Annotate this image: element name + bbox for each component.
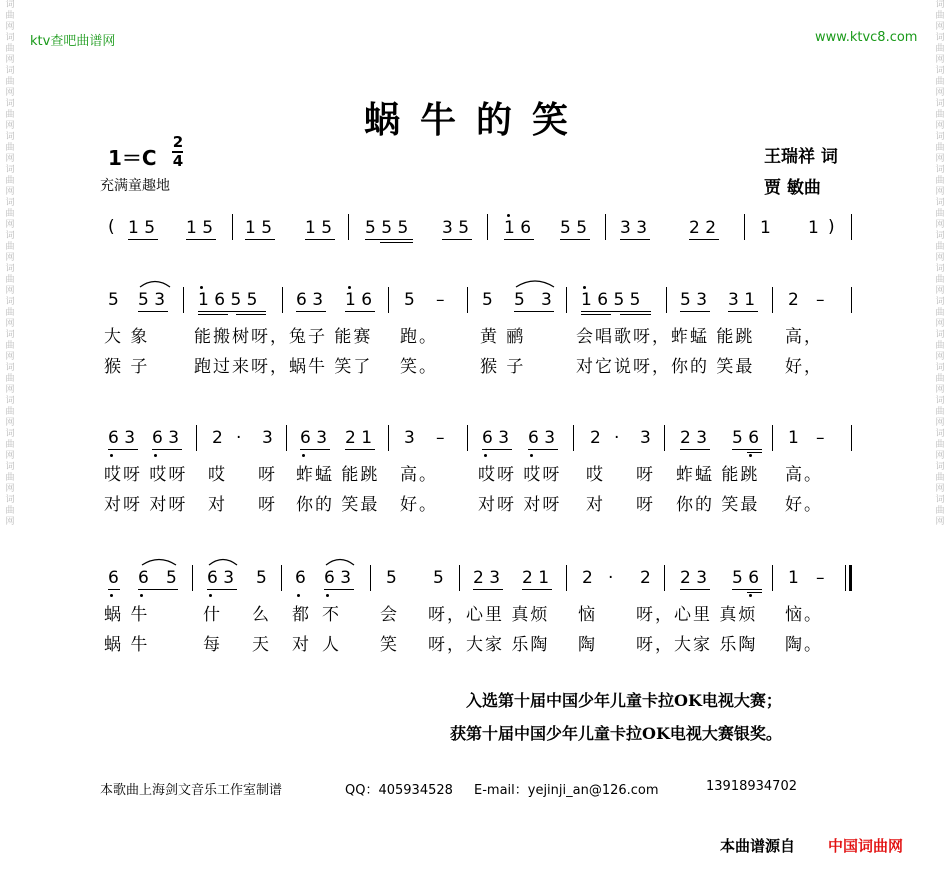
slur [514,278,556,288]
lyric: 么 [252,605,271,625]
barline [388,287,389,313]
note: 5 [433,568,444,588]
eighth-underline [528,449,558,450]
source-label: 本曲谱源自 [720,837,796,855]
eighth-underline [324,589,354,590]
eighth-underline [473,589,503,590]
note: 3 [640,428,651,448]
lyric: 哎呀 哎呀 [104,465,188,485]
lyric: 对呀 对呀 [478,495,562,515]
lyric: 哎呀 哎呀 [478,465,562,485]
high-octave-dot [200,286,203,289]
barline [348,214,349,240]
lyric: 高， [785,327,823,347]
lyric: 对呀 对呀 [104,495,188,515]
sixteenth-underline [747,592,762,593]
slur [207,556,239,566]
note: 5 6 [732,428,760,448]
barline [744,214,745,240]
note: 6 3 [207,568,235,588]
eighth-underline [345,311,375,312]
low-octave-dot [749,454,752,457]
lyric: 呀 [258,465,277,485]
phone-contact: 13918934702 [706,779,797,794]
eighth-underline [680,449,710,450]
lyric: 黄 鹂 [480,327,526,347]
note: 2 [590,428,601,448]
high-octave-dot [583,286,586,289]
note: – [816,428,825,448]
intro-note: 1 5 [128,218,156,238]
final-barline-thick [849,565,852,591]
composer: 贾 敏曲 [764,178,821,198]
barline [183,287,184,313]
eighth-underline [245,239,275,240]
eighth-underline [581,311,651,312]
note: – [436,290,445,310]
barline [566,565,567,591]
award-line-2: 获第十届中国少年儿童卡拉OK电视大赛银奖。 [450,724,782,743]
eighth-underline [482,449,512,450]
note: 2 3 [680,428,708,448]
lyric: 会 [380,605,399,625]
lyric: 大 象 [104,327,150,347]
lyric: 好。 [785,495,823,515]
lyric: 你的 笑最 [296,495,380,515]
lyric: 高。 [785,465,823,485]
lyric: 恼 [578,605,597,625]
eighth-underline [138,311,168,312]
note: · [614,428,620,448]
lyric: 呀 [258,495,277,515]
lyric: 陶 [578,635,597,655]
note: 6 3 [152,428,180,448]
intro-note: 3 5 [442,218,470,238]
barline [286,425,287,451]
note: 6 3 [324,568,352,588]
intro-note: 5 5 [560,218,588,238]
note: – [816,290,825,310]
lyric: 呀，心里 真烦 [428,605,550,625]
lyric: 蜗 牛 [104,605,150,625]
low-octave-dot [530,454,533,457]
site-name-left[interactable]: ktv查吧曲谱网 [30,34,116,49]
note: 2 3 [680,568,708,588]
note: 6 [295,568,306,588]
lyric: 什 [203,605,222,625]
eighth-underline [296,311,326,312]
high-octave-dot [348,286,351,289]
note: – [436,428,445,448]
lyric: 你的 笑最 [676,495,760,515]
barline [851,287,852,313]
note: 5 [514,290,525,310]
barline [772,425,773,451]
watermark-right: 词曲网词曲网词曲网词曲网词曲网词曲网词曲网词曲网词曲网词曲网词曲网词曲网词曲网词曲网词曲网词曲网 [935,0,945,527]
eighth-underline [514,311,554,312]
lyric: 好。 [400,495,438,515]
barline [196,425,197,451]
lyric: 高。 [400,465,438,485]
lyric: 呀，大家 乐陶 [636,635,758,655]
eighth-underline [108,589,120,590]
low-octave-dot [140,594,143,597]
lyric: 笑。 [400,357,438,377]
barline [281,565,282,591]
key-signature: 1＝C [108,146,157,170]
site-url-right[interactable]: www.ktvc8.com [815,30,918,45]
lyric: 蚱蜢 能跳 [296,465,380,485]
barline [605,214,606,240]
watermark-left: 词曲网词曲网词曲网词曲网词曲网词曲网词曲网词曲网词曲网词曲网词曲网词曲网词曲网词曲网词曲网词曲网 [5,0,15,527]
eighth-underline [207,589,237,590]
note: · [608,568,614,588]
sixteenth-underline [747,452,762,453]
eighth-underline [198,311,266,312]
eighth-underline [680,311,710,312]
note: 6 3 [108,428,136,448]
eighth-underline [128,239,158,240]
eighth-underline [522,589,552,590]
lyric: 人 [322,635,341,655]
note: 2 [640,568,651,588]
barline [282,287,283,313]
note: 3 [404,428,415,448]
barline [487,214,488,240]
note: 5 3 [680,290,708,310]
note: 6 3 [296,290,324,310]
slur [324,556,356,566]
barline [192,565,193,591]
lyric: 能搬树呀，兔子 能赛 [194,327,373,347]
lyricist: 王瑞祥 词 [764,147,838,167]
low-octave-dot [209,594,212,597]
slur [138,278,172,288]
lyric: 呀 [636,465,655,485]
eighth-underline [620,239,650,240]
note: 6 3 [300,428,328,448]
note: 6 3 [482,428,510,448]
lyric: 呀 [636,495,655,515]
barline [467,287,468,313]
time-signature-bottom: 4 [172,152,184,170]
studio-credit: 本歌曲上海剑文音乐工作室制谱 [100,783,283,798]
note: · [236,428,242,448]
eighth-underline [305,239,335,240]
note: 1 6 [345,290,373,310]
eighth-underline [138,589,178,590]
lyric: 不 [322,605,341,625]
intro-note: 5 5 5 [365,218,409,238]
sixteenth-underline [198,314,228,315]
note: 2 1 [522,568,550,588]
note: 5 [108,290,119,310]
barline [566,287,567,313]
barline [851,214,852,240]
high-octave-dot [507,214,510,217]
intro-note: 1 5 [245,218,273,238]
note: 2 3 [473,568,501,588]
barline [232,214,233,240]
sixteenth-underline [620,314,651,315]
intro-note: 1 5 [305,218,333,238]
note: 3 [541,290,552,310]
low-octave-dot [302,454,305,457]
barline [664,565,665,591]
eighth-underline [365,239,413,240]
lyric: 猴 子 [480,357,526,377]
lyric: 呀，心里 真烦 [636,605,758,625]
lyric: 笑 [380,635,399,655]
eighth-underline [152,449,182,450]
lyric: 恼。 [785,605,823,625]
lyric: 都 [292,605,311,625]
slur [140,556,178,566]
lyric: 猴 子 [104,357,150,377]
lyric: 呀，大家 乐陶 [428,635,550,655]
eighth-underline [300,449,330,450]
note: 6 [138,568,149,588]
intro-note: 1 5 [186,218,214,238]
barline [467,425,468,451]
lyric: 蜗 牛 [104,635,150,655]
note: 5 3 [138,290,166,310]
barline [370,565,371,591]
barline [573,425,574,451]
tempo-mood: 充满童趣地 [100,178,170,194]
song-title: 蜗牛的笑 [364,99,589,141]
note: 5 [404,290,415,310]
lyric: 跑。 [400,327,438,347]
low-octave-dot [484,454,487,457]
eighth-underline [689,239,719,240]
note: 6 [108,568,119,588]
lyric: 对 [208,495,227,515]
note: 5 [482,290,493,310]
barline [388,425,389,451]
barline [851,425,852,451]
sixteenth-underline [236,314,266,315]
lyric: 哎 [586,465,605,485]
eighth-underline [442,239,472,240]
lyric: 蚱蜢 能跳 [676,465,760,485]
note: 1 6 5 5 [581,290,641,310]
low-octave-dot [110,454,113,457]
intro-open-paren: ( [108,217,115,237]
eighth-underline [504,239,534,240]
lyric: 哎 [208,465,227,485]
award-line-1: 入选第十届中国少年儿童卡拉OK电视大赛； [466,691,782,710]
intro-note: 3 3 [620,218,648,238]
lyric: 天 [252,635,271,655]
intro-note: 1 [760,218,771,238]
lyric: 对 [292,635,311,655]
qq-contact: QQ：405934528 [345,783,453,798]
low-octave-dot [749,594,752,597]
note: 2 [582,568,593,588]
note: 3 [262,428,273,448]
low-octave-dot [297,594,300,597]
low-octave-dot [110,594,113,597]
barline [772,287,773,313]
barline [772,565,773,591]
lyric: 好， [785,357,823,377]
intro-note: 2 2 [689,218,717,238]
lyric: 陶。 [785,635,823,655]
eighth-underline [108,449,138,450]
lyric: 对它说呀，你的 笑最 [576,357,755,377]
lyric: 跑过来呀，蜗牛 笑了 [194,357,373,377]
lyric: 对 [586,495,605,515]
sixteenth-underline [380,242,413,243]
sixteenth-underline [581,314,611,315]
eighth-underline [732,449,762,450]
intro-note: 1 [808,218,819,238]
barline [459,565,460,591]
low-octave-dot [154,454,157,457]
eighth-underline [728,311,758,312]
eighth-underline [345,449,375,450]
note: 1 [788,428,799,448]
note: 5 [386,568,397,588]
intro-close-paren: ) [828,217,835,237]
note: 2 [212,428,223,448]
eighth-underline [680,589,710,590]
note: 1 6 5 5 [198,290,258,310]
eighth-underline [560,239,590,240]
barline [664,425,665,451]
note: 6 3 [528,428,556,448]
eighth-underline [732,589,762,590]
final-barline-thin [845,565,846,591]
barline [666,287,667,313]
intro-note: 1 6 [504,218,532,238]
note: – [816,568,825,588]
note: 5 [166,568,177,588]
note: 2 [788,290,799,310]
note: 2 1 [345,428,373,448]
eighth-underline [186,239,216,240]
email-contact[interactable]: E-mail：yejinji_an@126.com [474,783,659,798]
note: 5 6 [732,568,760,588]
note: 3 1 [728,290,756,310]
time-signature-top: 2 [172,133,184,151]
low-octave-dot [326,594,329,597]
lyric: 会唱歌呀，蚱蜢 能跳 [576,327,755,347]
note: 1 [788,568,799,588]
note: 5 [256,568,267,588]
lyric: 每 [203,635,222,655]
source-site-link[interactable]: 中国词曲网 [828,837,904,855]
